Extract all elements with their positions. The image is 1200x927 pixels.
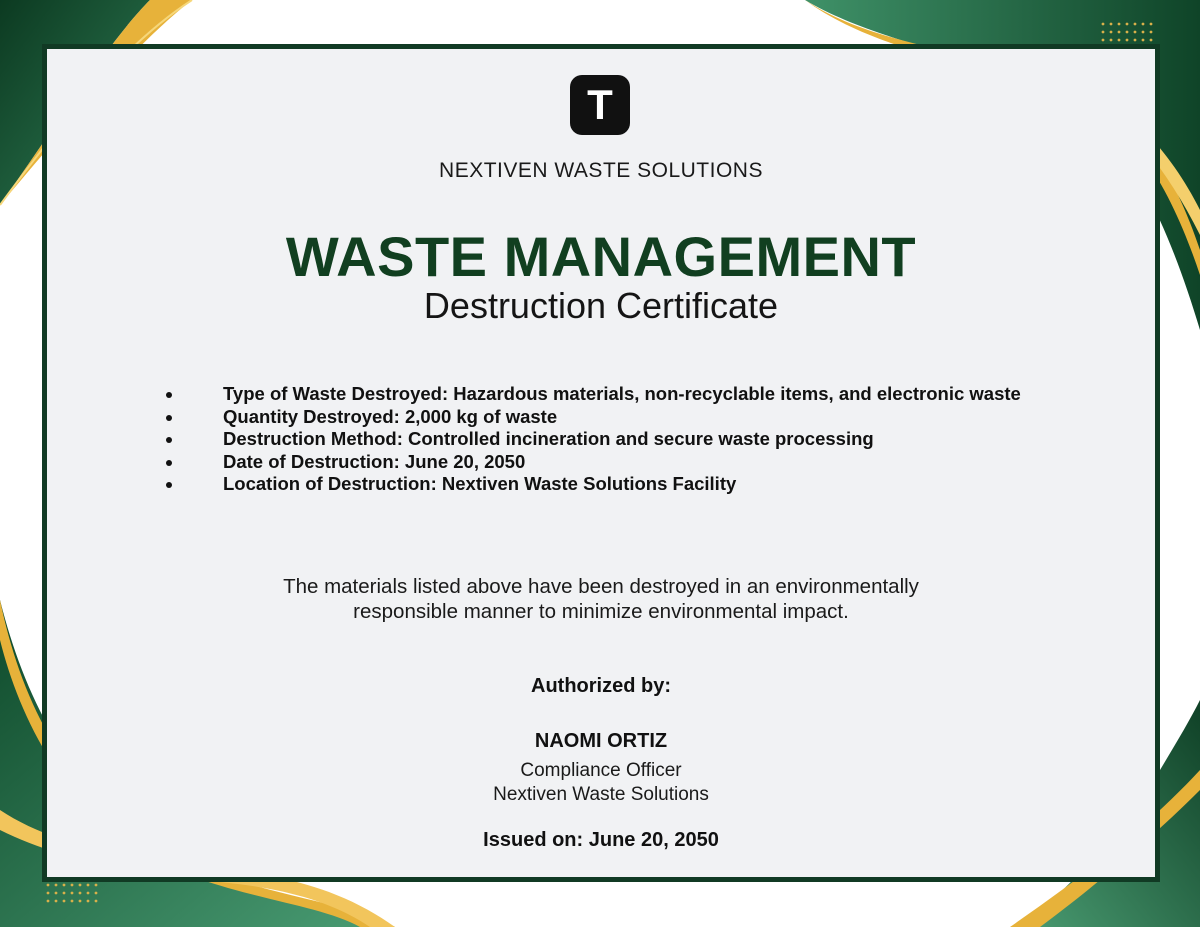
company-name: NEXTIVEN WASTE SOLUTIONS [439,159,763,182]
detail-waste-type: Type of Waste Destroyed: Hazardous materials, non-recyclable items, and electronic waste [223,383,1083,406]
certificate-subtitle: Destruction Certificate [423,285,779,326]
authorized-by-label: Authorized by: [531,675,671,697]
disposal-statement [42,574,1160,624]
company-logo [570,75,630,135]
issue-date: Issued on: June 20, 2050 [483,829,719,851]
certificate-title: WASTE MANAGEMENT [285,225,917,288]
signer-name: NAOMI ORTIZ [534,730,668,752]
destruction-details-list [223,383,1083,496]
statement-line: The materials listed above have been destroyed in an environmentally [283,575,919,598]
signer-role: Compliance Officer [520,760,682,781]
signer-organization: Nextiven Waste Solutions [493,784,709,805]
detail-location: Location of Destruction: Nextiven Waste Solutions Facility [223,473,1083,496]
detail-date: Date of Destruction: June 20, 2050 [223,451,1083,474]
detail-method: Destruction Method: Controlled incineration and secure waste processing [223,428,1083,451]
t-logo-icon: T [587,81,613,128]
detail-quantity: Quantity Destroyed: 2,000 kg of waste [223,406,1083,429]
statement-line: responsible manner to minimize environmental impact. [353,600,849,623]
certificate-content [42,44,1160,882]
